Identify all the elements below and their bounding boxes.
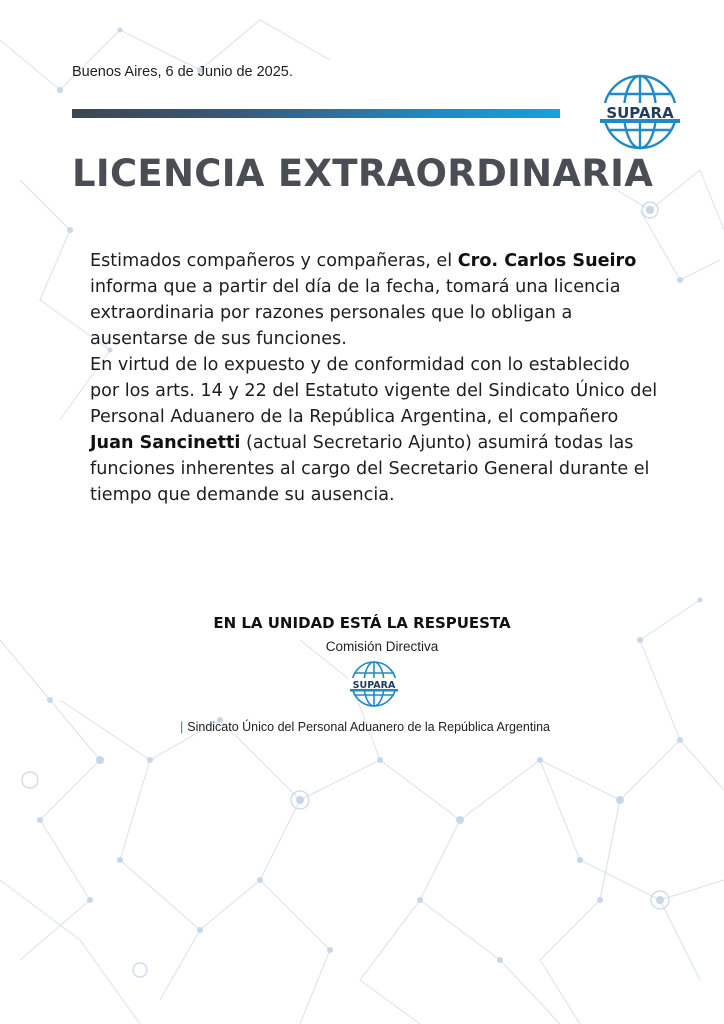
person-name-1: Cro. Carlos Sueiro — [457, 251, 637, 271]
slogan: EN LA UNIDAD ESTÁ LA RESPUESTA — [213, 614, 511, 632]
signature-committee: Comisión Directiva — [325, 639, 439, 654]
supara-logo-icon — [598, 72, 682, 152]
page-title: LICENCIA EXTRAORDINARIA — [72, 152, 654, 195]
organization-footer — [180, 720, 550, 734]
supara-small-logo-text: SUPARA — [352, 680, 396, 691]
footer-separator: | — [180, 720, 184, 734]
paragraph-2: En virtud de lo expuesto y de conformidad con lo establecido por los arts. 14 y 22 del Estatuto vigente del Sindicato Único del Personal Aduanero de la República Argentina, el compañero Juan Sancinetti (actual Secretario Ajunto) asumirá todas las funciones inherentes al cargo del Secretario General durante el tiempo que demande su ausencia. — [90, 355, 658, 505]
person-name-2: Juan Sancinetti — [90, 433, 241, 453]
supara-small-logo-icon — [348, 660, 400, 708]
supara-logo-text: SUPARA — [606, 104, 674, 122]
paragraph-1: Estimados compañeros y compañeras, el Cro. Carlos Sueiro informa que a partir del día de la fecha, tomará una licencia extraordinaria por razones personales que lo obligan a ausentarse de sus funciones. — [90, 251, 637, 349]
header-gradient-bar — [72, 109, 560, 118]
organization-name: Sindicato Único del Personal Aduanero de la República Argentina — [187, 720, 550, 734]
letter-body — [90, 248, 662, 508]
document-date: Buenos Aires, 6 de Junio de 2025. — [72, 64, 293, 80]
